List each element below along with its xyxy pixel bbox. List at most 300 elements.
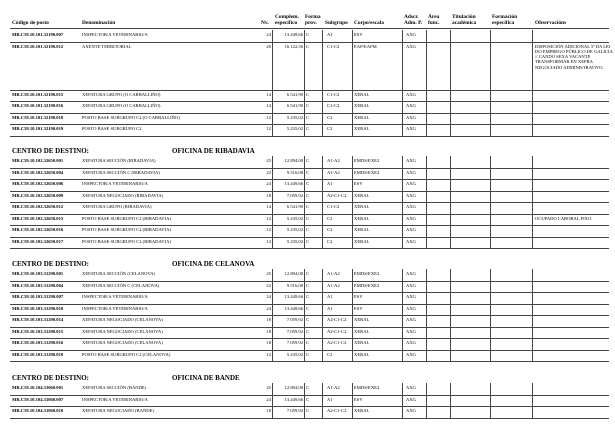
- table-row: [0, 90, 615, 102]
- column-divider: [490, 225, 491, 237]
- column-divider: [490, 42, 491, 90]
- column-divider: [352, 269, 353, 281]
- column-divider: [402, 90, 403, 102]
- table-row: [0, 315, 615, 327]
- cell-nv: 18: [266, 340, 271, 345]
- cell-adscr: AXG: [406, 408, 416, 413]
- cell-complem: 7.059,92: [286, 340, 303, 345]
- column-divider: [450, 395, 451, 407]
- cell-complem: 13.449,66: [284, 305, 303, 311]
- cell-corpo: XERAL: [354, 114, 370, 120]
- cell-corpo: XERAL: [354, 238, 370, 244]
- column-divider: [450, 168, 451, 180]
- cell-complem: 5.235,02: [286, 215, 303, 221]
- column-divider: [426, 406, 427, 418]
- column-divider: [304, 101, 305, 113]
- cell-denominacion: INSPECTOR/A VETERINARIO/A: [82, 181, 148, 186]
- cell-codigo: MR.C59.10.103.31290.016: [12, 340, 64, 345]
- column-divider: [490, 395, 491, 407]
- cell-denominacion: XEFATURA SECCIÓN (RIBADAVIA): [82, 158, 156, 163]
- cell-codigo: MR.C59.10.102.32650.017: [12, 238, 64, 244]
- cell-denominacion: XEFATURA NEGOCIADO (BANDE): [82, 408, 154, 413]
- column-divider: [532, 179, 533, 191]
- cell-nv: 14: [266, 91, 271, 97]
- column-divider: [490, 406, 491, 418]
- column-divider: [352, 124, 353, 136]
- cell-complem: 16.122,56: [284, 43, 303, 49]
- column-divider: [402, 214, 403, 226]
- cell-complem: 6.541,90: [286, 204, 303, 209]
- column-divider: [304, 395, 305, 407]
- cell-corpo: XERAL: [354, 91, 370, 97]
- cell-subgrupo: C2: [327, 114, 333, 120]
- table-row: [0, 225, 615, 237]
- cell-codigo: MR.C59.10.104.31060.007: [12, 396, 64, 402]
- cell-complem: 6.541,90: [286, 103, 303, 108]
- column-divider: [402, 225, 403, 237]
- column-divider: [490, 124, 491, 136]
- cell-subgrupo: A1-A2: [327, 169, 340, 175]
- column-divider: [402, 42, 403, 90]
- column-divider: [352, 113, 353, 125]
- column-divider: [272, 191, 273, 203]
- column-divider: [352, 395, 353, 407]
- column-divider: [426, 168, 427, 180]
- cell-adscr: AXG: [406, 158, 416, 163]
- cell-corpo: XERAL: [354, 126, 370, 131]
- cell-denominacion: XEFATURA NEGOCIADO (RIBADAVIA): [82, 192, 164, 198]
- column-divider: [272, 90, 273, 102]
- section-name: OFICINA DE BANDE: [172, 374, 240, 382]
- column-divider: [450, 191, 451, 203]
- column-divider: [426, 350, 427, 362]
- cell-subgrupo: C1-C2: [327, 204, 340, 209]
- column-divider: [322, 214, 323, 226]
- column-divider: [272, 315, 273, 327]
- cell-observacions: OCUPADO LABORAL FIXO.: [535, 215, 593, 221]
- column-divider: [272, 292, 273, 304]
- cell-nv: 24: [266, 181, 271, 186]
- column-divider: [426, 42, 427, 90]
- table-row: [0, 113, 615, 125]
- cell-codigo: MR.C59.10.101.32190.007: [12, 32, 64, 37]
- column-divider: [304, 42, 305, 90]
- cell-forma: C: [306, 238, 310, 244]
- cell-complem: 5.235,02: [286, 238, 303, 244]
- cell-complem: 13.449,66: [284, 396, 303, 402]
- header-denominacion: Denominación: [82, 20, 116, 26]
- header-complem-1: Complem.: [275, 14, 299, 20]
- column-divider: [322, 202, 323, 214]
- cell-denominacion: POSTO BASE SUBGRUPO C2: [82, 126, 142, 131]
- column-divider: [322, 281, 323, 293]
- cell-denominacion: XEFATURA GRUPO (O CARBALLIÑO): [82, 103, 161, 108]
- cell-complem: 7.059,92: [286, 328, 303, 334]
- cell-complem: 6.541,90: [286, 91, 303, 97]
- column-divider: [322, 269, 323, 281]
- column-divider: [450, 350, 451, 362]
- column-divider: [304, 90, 305, 102]
- cell-forma: C: [306, 408, 310, 413]
- table-row: [0, 202, 615, 214]
- cell-corpo: ESV: [354, 32, 363, 37]
- cell-corpo: XERAL: [354, 408, 370, 413]
- table-row: [0, 179, 615, 191]
- column-divider: [426, 30, 427, 42]
- column-divider: [490, 292, 491, 304]
- column-divider: [402, 406, 403, 418]
- column-divider: [322, 395, 323, 407]
- cell-nv: 24: [266, 396, 271, 402]
- cell-codigo: MR.C59.10.101.32190.015: [12, 91, 64, 97]
- column-divider: [402, 350, 403, 362]
- column-divider: [426, 179, 427, 191]
- column-divider: [532, 124, 533, 136]
- header-titulacion-1: Titulación: [452, 14, 476, 20]
- column-divider: [402, 30, 403, 42]
- column-divider: [352, 30, 353, 42]
- cell-nv: 25: [266, 271, 271, 276]
- column-divider: [304, 113, 305, 125]
- cell-complem: 12.894,00: [284, 385, 303, 390]
- column-divider: [532, 395, 533, 407]
- cell-corpo: XERAL: [354, 317, 370, 322]
- cell-forma: C: [306, 340, 310, 345]
- cell-denominacion: POSTO BASE SUBGRUPO C2 (CELANOVA): [82, 351, 171, 357]
- cell-complem: 12.894,00: [284, 158, 303, 163]
- table-row: [0, 191, 615, 203]
- column-divider: [272, 214, 273, 226]
- cell-denominacion: INSPECTOR/A VETERINARIO/A: [82, 294, 148, 299]
- column-divider: [352, 202, 353, 214]
- cell-nv: 24: [266, 305, 271, 311]
- column-divider: [352, 179, 353, 191]
- column-divider: [490, 304, 491, 316]
- column-divider: [426, 202, 427, 214]
- column-divider: [402, 202, 403, 214]
- column-divider: [402, 292, 403, 304]
- cell-forma: C: [306, 305, 310, 311]
- cell-forma: C: [306, 169, 310, 175]
- cell-nv: 24: [266, 32, 271, 37]
- table-row: [0, 406, 615, 418]
- cell-nv: 18: [266, 317, 271, 322]
- cell-forma: C: [306, 192, 310, 198]
- column-divider: [426, 101, 427, 113]
- column-divider: [352, 406, 353, 418]
- table-row: [0, 281, 615, 293]
- column-divider: [322, 406, 323, 418]
- column-divider: [352, 101, 353, 113]
- column-divider: [272, 269, 273, 281]
- cell-corpo: EMDS/EXE2: [354, 282, 380, 288]
- table-row: [0, 124, 615, 136]
- column-divider: [450, 338, 451, 350]
- cell-corpo: XERAL: [354, 215, 370, 221]
- cell-codigo: MR.C59.10.101.32190.016: [12, 103, 64, 108]
- column-divider: [426, 113, 427, 125]
- column-divider: [532, 42, 533, 90]
- cell-subgrupo: A1: [327, 32, 333, 37]
- cell-nv: 22: [266, 282, 271, 288]
- column-divider: [532, 304, 533, 316]
- cell-forma: C: [306, 227, 310, 232]
- cell-forma: C: [306, 91, 310, 97]
- column-divider: [490, 383, 491, 395]
- cell-nv: 12: [266, 227, 271, 232]
- cell-denominacion: XEFATURA NEGOCIADO (CELANOVA): [82, 317, 163, 322]
- cell-corpo: ESV: [354, 294, 363, 299]
- cell-corpo: EMDS/EXE2: [354, 158, 380, 163]
- column-divider: [490, 168, 491, 180]
- column-divider: [352, 90, 353, 102]
- column-divider: [426, 383, 427, 395]
- column-divider: [272, 168, 273, 180]
- column-divider: [402, 168, 403, 180]
- column-divider: [352, 315, 353, 327]
- column-divider: [532, 168, 533, 180]
- column-divider: [450, 202, 451, 214]
- column-divider: [272, 237, 273, 249]
- column-divider: [490, 191, 491, 203]
- table-row: [0, 101, 615, 113]
- cell-subgrupo: A1: [327, 181, 333, 186]
- column-divider: [402, 124, 403, 136]
- header-corpo: Corpo/escala: [354, 20, 384, 26]
- table-row: [0, 156, 615, 168]
- header-formacion-1: Formación: [492, 14, 518, 20]
- table-row: [0, 383, 615, 395]
- cell-denominacion: INSPECTOR/A VETERINARIO/A: [82, 305, 148, 311]
- header-rule: [10, 28, 609, 29]
- cell-adscr: AXG: [406, 204, 416, 209]
- column-divider: [304, 156, 305, 168]
- cell-complem: 7.059,92: [286, 408, 303, 413]
- column-divider: [426, 124, 427, 136]
- column-divider: [304, 281, 305, 293]
- cell-denominacion: POSTO BASE SUBGRUPO C2 (O CARBALLIÑO): [82, 114, 180, 120]
- column-divider: [322, 225, 323, 237]
- column-divider: [450, 113, 451, 125]
- column-divider: [352, 214, 353, 226]
- cell-codigo: MR.C59.10.103.31290.018: [12, 351, 64, 357]
- header-nv: Nv.: [261, 20, 269, 26]
- cell-nv: 12: [266, 114, 271, 120]
- column-divider: [304, 350, 305, 362]
- cell-forma: C: [306, 385, 310, 390]
- column-divider: [426, 292, 427, 304]
- cell-adscr: AXG: [406, 227, 416, 232]
- cell-forma: C: [306, 282, 310, 288]
- column-divider: [490, 281, 491, 293]
- column-divider: [532, 214, 533, 226]
- cell-corpo: EMDS/EXE2: [354, 169, 380, 175]
- cell-corpo: EMDS/EXE2: [354, 385, 380, 390]
- table-row: [0, 168, 615, 180]
- table-row: [0, 214, 615, 226]
- row-rule: [10, 361, 609, 362]
- column-divider: [322, 124, 323, 136]
- cell-corpo: EMDS/EXE2: [354, 271, 380, 276]
- cell-adscr: AXG: [406, 181, 416, 186]
- column-divider: [352, 338, 353, 350]
- cell-codigo: MR.C59.10.103.31290.015: [12, 328, 64, 334]
- cell-nv: 14: [266, 204, 271, 209]
- column-divider: [532, 156, 533, 168]
- cell-subgrupo: A1: [327, 396, 333, 402]
- column-divider: [322, 42, 323, 90]
- column-divider: [450, 124, 451, 136]
- column-divider: [272, 406, 273, 418]
- cell-codigo: MR.C59.10.104.31060.010: [12, 408, 64, 413]
- column-divider: [352, 168, 353, 180]
- cell-subgrupo: C1-C2: [327, 91, 340, 97]
- column-divider: [304, 304, 305, 316]
- cell-nv: 18: [266, 408, 271, 413]
- column-divider: [322, 179, 323, 191]
- cell-denominacion: INSPECTOR/A VETERINARIO/A: [82, 32, 148, 37]
- column-divider: [532, 269, 533, 281]
- column-divider: [450, 30, 451, 42]
- cell-complem: 13.449,66: [284, 32, 303, 37]
- column-divider: [490, 338, 491, 350]
- column-divider: [426, 214, 427, 226]
- column-divider: [532, 315, 533, 327]
- cell-forma: C: [306, 351, 310, 357]
- column-divider: [352, 383, 353, 395]
- cell-forma: C: [306, 114, 310, 120]
- cell-subgrupo: C2: [327, 215, 333, 221]
- column-divider: [352, 292, 353, 304]
- cell-adscr: AXG: [406, 238, 416, 244]
- cell-codigo: MR.C59.10.104.31060.001: [12, 385, 64, 390]
- column-divider: [304, 327, 305, 339]
- cell-nv: 20: [266, 43, 271, 49]
- cell-complem: 5.235,02: [286, 114, 303, 120]
- column-divider: [402, 304, 403, 316]
- column-divider: [402, 281, 403, 293]
- column-divider: [304, 406, 305, 418]
- header-area-1: Área: [428, 14, 440, 20]
- column-divider: [490, 156, 491, 168]
- cell-codigo: MR.C59.10.102.32650.009: [12, 192, 64, 198]
- cell-codigo: MR.C59.10.102.32650.004: [12, 169, 64, 175]
- section-name: OFICINA DE CELANOVA: [172, 260, 255, 268]
- section-label: CENTRO DE DESTINO:: [12, 374, 90, 382]
- cell-subgrupo: A1: [327, 305, 333, 311]
- header-observacions: Observacións: [535, 20, 567, 26]
- column-divider: [426, 338, 427, 350]
- cell-codigo: MR.C59.10.102.32650.016: [12, 227, 64, 232]
- column-divider: [304, 202, 305, 214]
- table-row: [0, 338, 615, 350]
- cell-codigo: MR.C59.10.101.32190.019: [12, 126, 64, 131]
- cell-denominacion: POSTO BASE SUBGRUPO C2 (RIBADAVIA): [82, 227, 171, 232]
- column-divider: [426, 90, 427, 102]
- cell-forma: C: [306, 204, 310, 209]
- table-row: [0, 327, 615, 339]
- column-divider: [450, 292, 451, 304]
- column-divider: [426, 191, 427, 203]
- column-divider: [532, 281, 533, 293]
- cell-forma: C: [306, 317, 310, 322]
- cell-adscr: AXG: [406, 91, 416, 97]
- column-divider: [272, 225, 273, 237]
- column-divider: [322, 315, 323, 327]
- column-divider: [272, 338, 273, 350]
- cell-adscr: AXG: [406, 114, 416, 120]
- column-divider: [352, 156, 353, 168]
- cell-adscr: AXG: [406, 192, 416, 198]
- cell-corpo: XERAL: [354, 192, 370, 198]
- cell-complem: 5.235,02: [286, 227, 303, 232]
- cell-nv: 14: [266, 103, 271, 108]
- cell-nv: 12: [266, 215, 271, 221]
- cell-denominacion: XEFATURA SECCIÓN C (CELANOVA): [82, 282, 160, 288]
- column-divider: [450, 90, 451, 102]
- cell-corpo: ESV: [354, 396, 363, 402]
- cell-subgrupo: C2: [327, 238, 333, 244]
- column-divider: [426, 327, 427, 339]
- table-row: [0, 350, 615, 362]
- column-divider: [352, 191, 353, 203]
- cell-denominacion: XEFATURA SECCIÓN (BANDE): [82, 385, 147, 390]
- column-divider: [304, 315, 305, 327]
- column-divider: [322, 292, 323, 304]
- cell-subgrupo: A1-A2: [327, 271, 340, 276]
- cell-adscr: AXG: [406, 126, 416, 131]
- column-divider: [426, 281, 427, 293]
- column-divider: [426, 237, 427, 249]
- column-divider: [352, 350, 353, 362]
- cell-nv: 24: [266, 294, 271, 299]
- column-divider: [352, 304, 353, 316]
- cell-codigo: MR.C59.10.102.32650.006: [12, 181, 64, 186]
- column-divider: [450, 179, 451, 191]
- cell-corpo: XERAL: [354, 340, 370, 345]
- column-divider: [304, 225, 305, 237]
- cell-subgrupo: A2-C1-C2: [327, 408, 347, 413]
- column-divider: [352, 237, 353, 249]
- column-divider: [272, 327, 273, 339]
- cell-nv: 18: [266, 328, 271, 334]
- table-row: [0, 292, 615, 304]
- cell-subgrupo: A2-C1-C2: [327, 317, 347, 322]
- cell-codigo: MR.C59.10.103.31290.014: [12, 317, 64, 322]
- cell-subgrupo: A1-A2: [327, 385, 340, 390]
- column-divider: [490, 202, 491, 214]
- cell-adscr: AXG: [406, 328, 416, 334]
- column-divider: [272, 179, 273, 191]
- column-divider: [450, 237, 451, 249]
- cell-denominacion: XEFATURA SECCIÓN (CELANOVA): [82, 271, 156, 276]
- cell-denominacion: XEFATURA GRUPO (O CARBALLIÑO): [82, 91, 161, 97]
- cell-subgrupo: C1-C2: [327, 43, 340, 49]
- column-divider: [490, 179, 491, 191]
- column-divider: [304, 338, 305, 350]
- cell-adscr: AXG: [406, 103, 416, 108]
- cell-codigo: MR.C59.10.101.32190.012: [12, 43, 64, 49]
- table-row: [0, 30, 615, 42]
- row-rule: [10, 418, 609, 419]
- cell-corpo: ESV: [354, 305, 363, 311]
- cell-forma: C: [306, 396, 310, 402]
- column-divider: [532, 237, 533, 249]
- table-row: [0, 237, 615, 249]
- column-divider: [490, 90, 491, 102]
- column-divider: [532, 101, 533, 113]
- cell-forma: C: [306, 43, 310, 49]
